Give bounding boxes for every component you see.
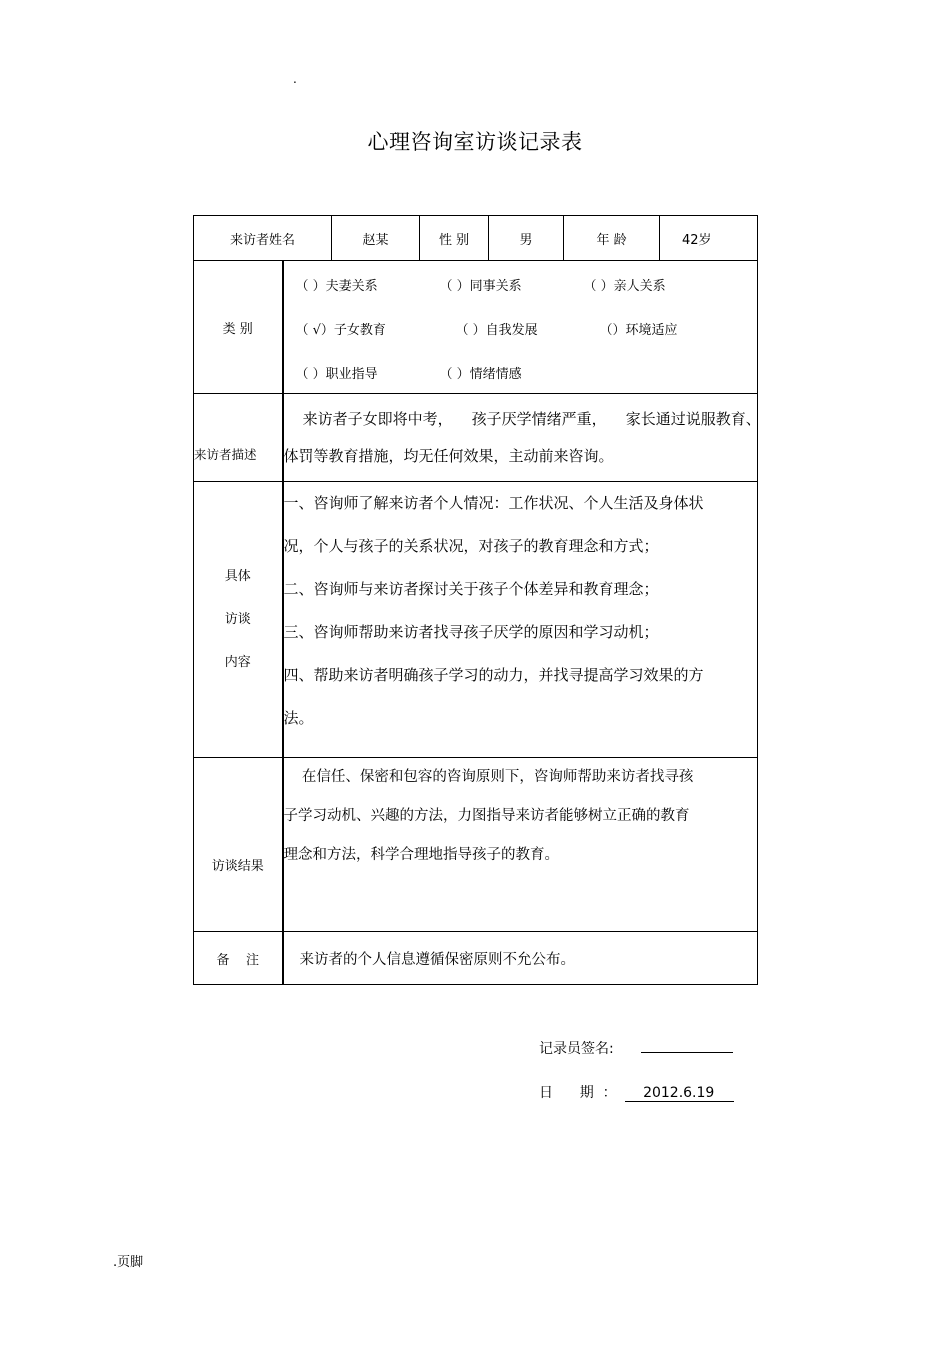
remark-text: 来访者的个人信息遵循保密原则不允公布。 bbox=[283, 932, 758, 985]
page-footer: .页脚 bbox=[113, 1255, 144, 1270]
age-label: 年 龄 bbox=[564, 216, 660, 261]
category-label: 类 别 bbox=[194, 261, 283, 394]
visitor-name-label: 来访者姓名 bbox=[194, 216, 332, 261]
recorder-signature-line bbox=[641, 1038, 733, 1053]
option-child-education: （ √）子女教育 bbox=[295, 323, 386, 338]
option-career: （ ）职业指导 bbox=[295, 367, 378, 382]
result-line-2: 子学习动机、兴趣的方法，力图指导来访者能够树立正确的教育 bbox=[283, 808, 690, 824]
description-text bbox=[283, 394, 761, 482]
result-row bbox=[194, 758, 758, 932]
option-environment: （）环境适应 bbox=[599, 323, 678, 338]
result-line-3: 理念和方法，科学合理地指导孩子的教育。 bbox=[283, 847, 559, 863]
page-title: 心理咨询室访谈记录表 bbox=[367, 130, 583, 154]
date-row bbox=[539, 1082, 734, 1102]
interview-record-table bbox=[193, 215, 761, 985]
category-row bbox=[194, 261, 758, 394]
basic-info-row bbox=[194, 216, 758, 261]
content-line-1: 一、咨询师了解来访者个人情况：工作状况、个人生活及身体状 bbox=[283, 494, 704, 512]
content-line-6: 法。 bbox=[283, 709, 314, 727]
option-colleague: （ ）同事关系 bbox=[439, 279, 522, 294]
content-line-3: 二、咨询师与来访者探讨关于孩子个体差异和教育理念； bbox=[283, 580, 659, 598]
content-line-2: 况，个人与孩子的关系状况，对孩子的教育理念和方式； bbox=[283, 537, 659, 555]
recorder-signature bbox=[539, 1038, 733, 1058]
date-value: 2012.6.19 bbox=[625, 1085, 734, 1102]
option-relatives: （ ）亲人关系 bbox=[583, 279, 666, 294]
description-line-1: 来访者子女即将中考， 孩子厌学情绪严重， 家长通过说服教育、 bbox=[283, 409, 761, 428]
content-label-line-2: 访谈 bbox=[224, 612, 251, 627]
description-row bbox=[194, 394, 758, 482]
description-label: 来访者描述 bbox=[194, 394, 283, 482]
content-row bbox=[194, 482, 758, 758]
category-options bbox=[283, 261, 758, 394]
content-label-line-3: 内容 bbox=[224, 655, 251, 670]
result-line-1: 在信任、保密和包容的咨询原则下，咨询师帮助来访者找寻孩 bbox=[283, 769, 694, 785]
remark-row bbox=[194, 932, 758, 985]
result-label: 访谈结果 bbox=[194, 758, 283, 932]
option-spouse: （ ）夫妻关系 bbox=[295, 279, 378, 294]
content-text bbox=[283, 482, 758, 758]
content-label bbox=[194, 482, 283, 758]
gender-label: 性 别 bbox=[420, 216, 489, 261]
description-line-2: 体罚等教育措施，均无任何效果，主动前来咨询。 bbox=[283, 446, 614, 465]
result-text bbox=[283, 758, 758, 932]
content-line-4: 三、咨询师帮助来访者找寻孩子厌学的原因和学习动机； bbox=[283, 623, 659, 641]
content-line-5: 四、帮助来访者明确孩子学习的动力，并找寻提高学习效果的方 bbox=[283, 666, 704, 684]
top-dot: . bbox=[293, 72, 297, 86]
option-self-development: （ ）自我发展 bbox=[455, 323, 538, 338]
visitor-name-value: 赵某 bbox=[332, 216, 420, 261]
option-emotion: （ ）情绪情感 bbox=[439, 367, 522, 382]
date-label: 日 期 ： bbox=[539, 1085, 617, 1101]
remark-label: 备 注 bbox=[194, 932, 283, 985]
gender-value: 男 bbox=[489, 216, 564, 261]
recorder-label: 记录员签名: bbox=[539, 1041, 614, 1057]
age-value: 42岁 bbox=[660, 216, 758, 261]
content-label-line-1: 具体 bbox=[224, 569, 251, 584]
